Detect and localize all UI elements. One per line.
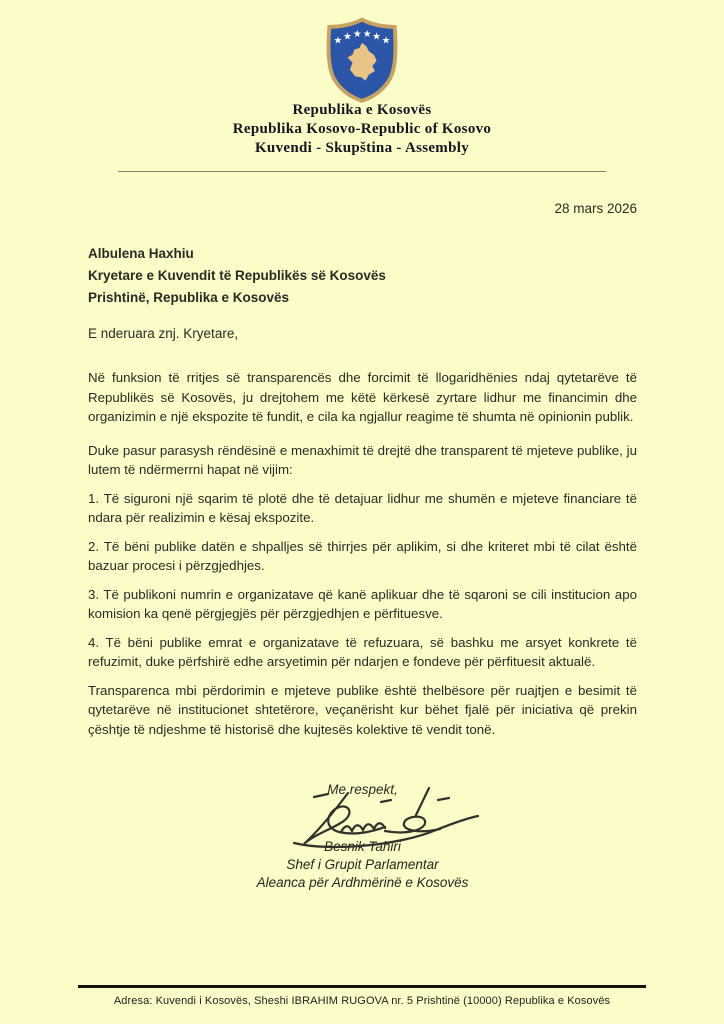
star-icon: ★: [362, 29, 372, 41]
recipient-block: [88, 243, 637, 309]
body-paragraph-1: Në funksion të rritjes së transparencës dhe forcimit të llogaridhënies ndaj qytetarëve të Republikës së Kosovës, ju drejtohem me këtë kërkesë zyrtare lidhur me financimin dhe organizimin e një ekspozite të fundit, e cila ka ngjallur reagime të shumta në opinionin publik.: [88, 370, 637, 424]
signature-space: [88, 800, 637, 838]
letterhead-line-3: Kuvendi - Skupština - Assembly: [254, 140, 470, 156]
footer-divider: [78, 985, 646, 988]
footer-address: Adresa: Kuvendi i Kosovës, Sheshi IBRAHIM RUGOVA nr. 5 Prishtinë (10000) Republika e Kosovës: [113, 995, 611, 1007]
recipient-name: Albulena Haxhiu: [88, 245, 194, 261]
body-paragraph-2: Duke pasur parasysh rëndësinë e menaxhimit të drejtë dhe transparent të mjeteve publike, ju lutem të ndërmerrni hapat në vijim:: [88, 442, 637, 477]
body-list-item-3: 3. Të publikoni numrin e organizatave që kanë aplikuar dhe të sqaroni se cili institucion apo komision ka qenë përgjegjës për përzgjedhjen e përfituesve.: [88, 586, 637, 621]
signer-party: Aleanca për Ardhmërinë e Kosovës: [256, 875, 469, 890]
recipient-title: Kryetare e Kuvendit të Republikës së Kosovës: [88, 267, 386, 283]
body-paragraph-closing: Transparenca mbi përdorimin e mjeteve publike është thelbësore për ruajtjen e besimit të qytetarëve në institucionet shtetërore, veçanërisht kur bëhet fjalë për iniciativa që prekin çështje të ndjeshme të historisë dhe kujtesës kolektive të vendit tonë.: [88, 682, 637, 737]
letter-body: [88, 199, 637, 892]
star-icon: ★: [372, 31, 382, 43]
star-icon: ★: [342, 31, 352, 43]
body-list-item-4: 4. Të bëni publike emrat e organizatave të refuzuara, së bashku me arsyet konkrete të refuzimit, duke përfshirë edhe arsyetimin për ndarjen e fondeve për përfituesit aktualë.: [88, 634, 637, 669]
letter-date: 28 mars 2026: [554, 201, 637, 216]
closing-block: [88, 780, 637, 892]
letterhead: [0, 101, 724, 158]
kosovo-coat-of-arms-icon: [323, 17, 401, 103]
signer-title: Shef i Grupit Parlamentar: [286, 857, 439, 872]
signer-name: Besnik Tahiri: [324, 839, 401, 854]
star-icon: ★: [333, 35, 343, 47]
letterhead-line-1: Republika e Kosovës: [292, 102, 432, 118]
recipient-city: Prishtinë, Republika e Kosovës: [88, 289, 290, 305]
closing-salutation: Me respekt,: [327, 782, 398, 797]
body-list-item-1: 1. Të siguroni një sqarim të plotë dhe të detajuar lidhur me shumën e mjeteve financiare të ndara për realizimin e kësaj ekspozite.: [88, 490, 637, 525]
emblem-container: [0, 17, 724, 108]
letterhead-line-2: Republika Kosovo-Republic of Kosovo: [232, 121, 492, 137]
salutation: E nderuara znj. Kryetare,: [88, 325, 239, 341]
header-divider: [118, 171, 606, 172]
star-icon: ★: [381, 35, 391, 47]
body-list-item-2: 2. Të bëni publike datën e shpalljes së thirrjes për aplikim, si dhe kriteret mbi të cilat është bazuar procesi i përzgjedhjes.: [88, 538, 637, 573]
star-icon: ★: [352, 29, 362, 41]
